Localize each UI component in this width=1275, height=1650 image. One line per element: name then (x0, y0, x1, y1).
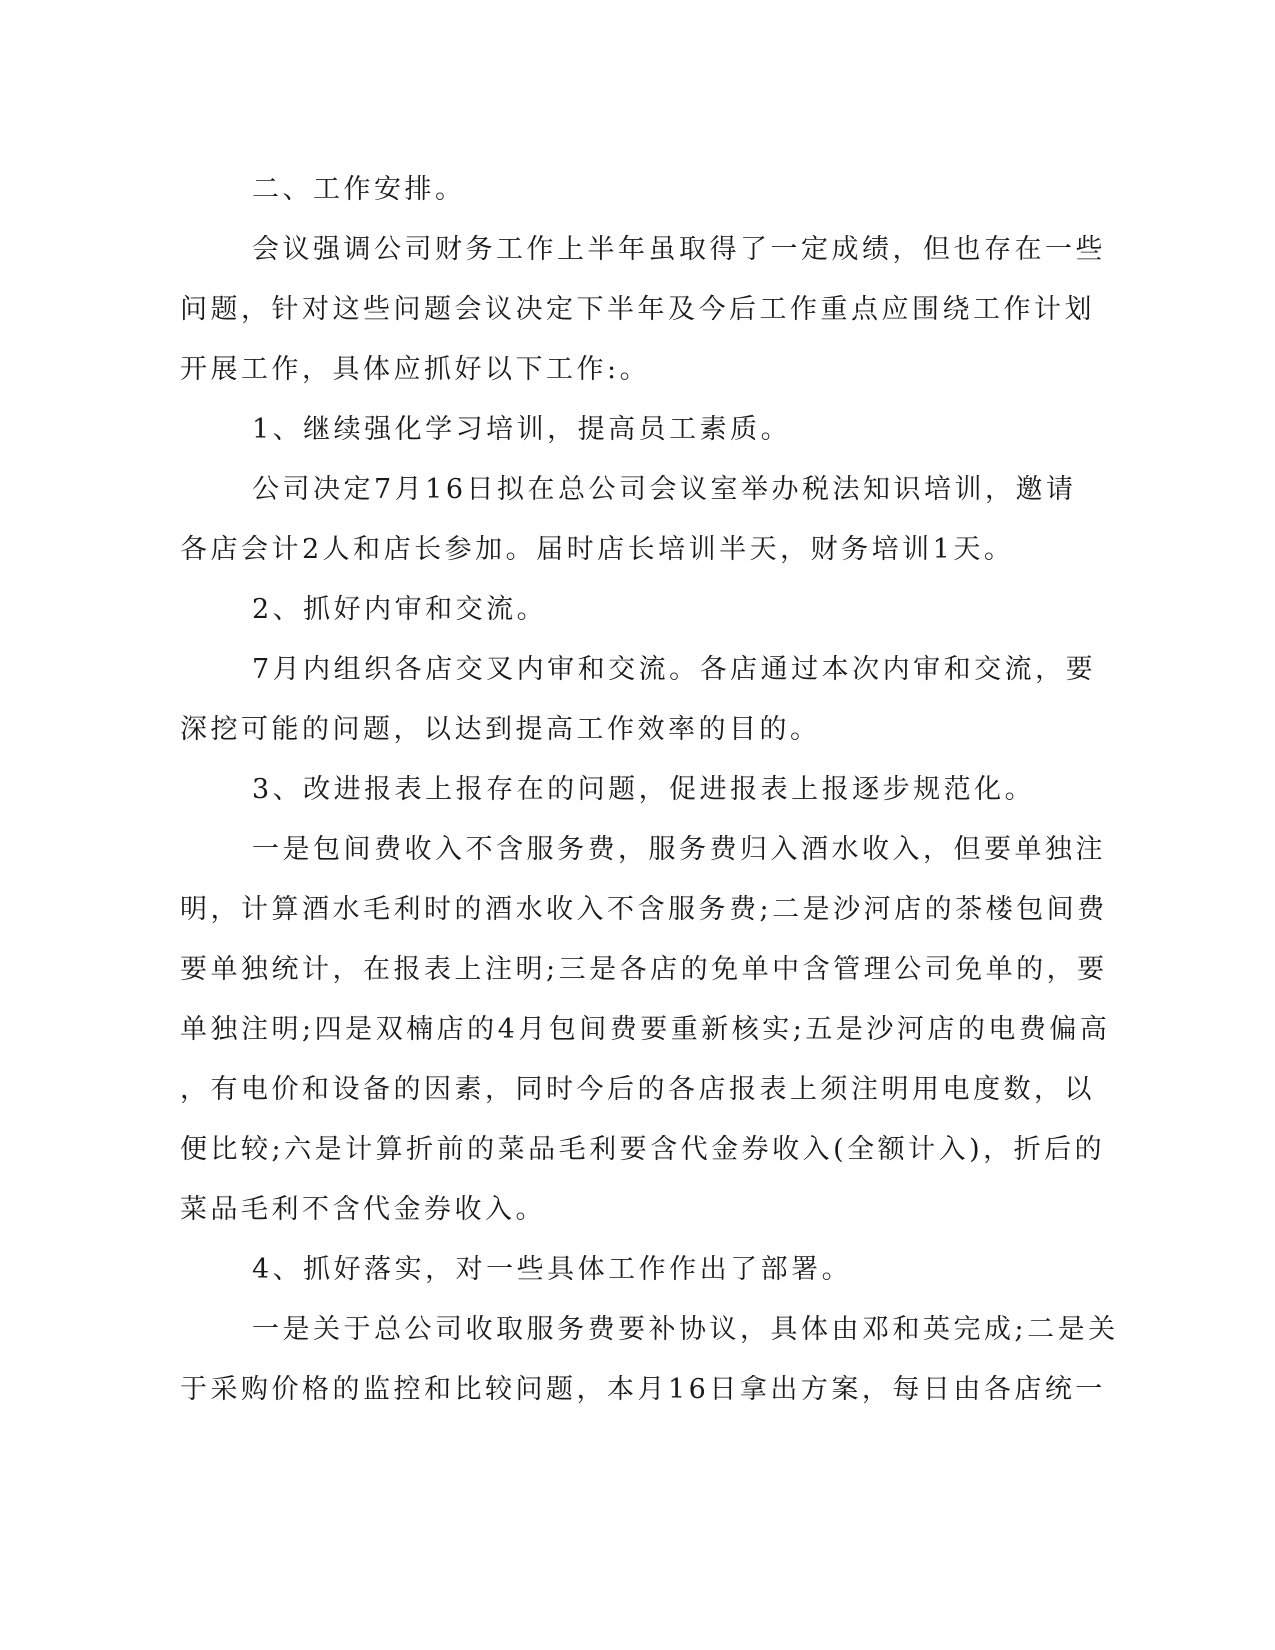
paragraph-line: 会议强调公司财务工作上半年虽取得了一定成绩，但也存在一些 (252, 234, 1106, 265)
item-heading: 1、继续强化学习培训，提高员工素质。 (252, 414, 792, 445)
paragraph-line: 明，计算酒水毛利时的酒水收入不含服务费;二是沙河店的茶楼包间费 (180, 894, 1108, 925)
item-heading: 2、抓好内审和交流。 (252, 594, 548, 625)
item-heading: 3、改进报表上报存在的问题，促进报表上报逐步规范化。 (252, 774, 1036, 805)
document-body (180, 160, 1119, 1420)
paragraph-line: 公司决定7月16日拟在总公司会议室举办税法知识培训，邀请 (252, 474, 1077, 505)
paragraph-line: 一是关于总公司收取服务费要补协议，具体由邓和英完成;二是关 (252, 1314, 1119, 1345)
paragraph-line: 要单独统计，在报表上注明;三是各店的免单中含管理公司免单的，要 (180, 954, 1108, 985)
paragraph-line: 问题，针对这些问题会议决定下半年及今后工作重点应围绕工作计划 (180, 294, 1095, 325)
paragraph-line: 各店会计2人和店长参加。届时店长培训半天，财务培训1天。 (180, 534, 1015, 565)
item-heading: 4、抓好落实，对一些具体工作作出了部署。 (252, 1254, 853, 1285)
section-heading: 二、工作安排。 (252, 174, 466, 205)
paragraph-line: 一是包间费收入不含服务费，服务费归入酒水收入，但要单独注 (252, 834, 1106, 865)
paragraph-line: 深挖可能的问题，以达到提高工作效率的目的。 (180, 714, 821, 745)
paragraph-line: 7月内组织各店交叉内审和交流。各店通过本次内审和交流，要 (252, 654, 1097, 685)
paragraph-line: 开展工作，具体应抓好以下工作:。 (180, 354, 651, 385)
paragraph-line: 于采购价格的监控和比较问题，本月16日拿出方案，每日由各店统一 (180, 1374, 1106, 1405)
paragraph-line: 单独注明;四是双楠店的4月包间费要重新核实;五是沙河店的电费偏高 (180, 1014, 1111, 1045)
paragraph-line: 便比较;六是计算折前的菜品毛利要含代金券收入(全额计入)，折后的 (180, 1134, 1106, 1165)
paragraph-line: 菜品毛利不含代金券收入。 (180, 1194, 546, 1225)
paragraph-line: ，有电价和设备的因素，同时今后的各店报表上须注明用电度数，以 (180, 1074, 1095, 1105)
